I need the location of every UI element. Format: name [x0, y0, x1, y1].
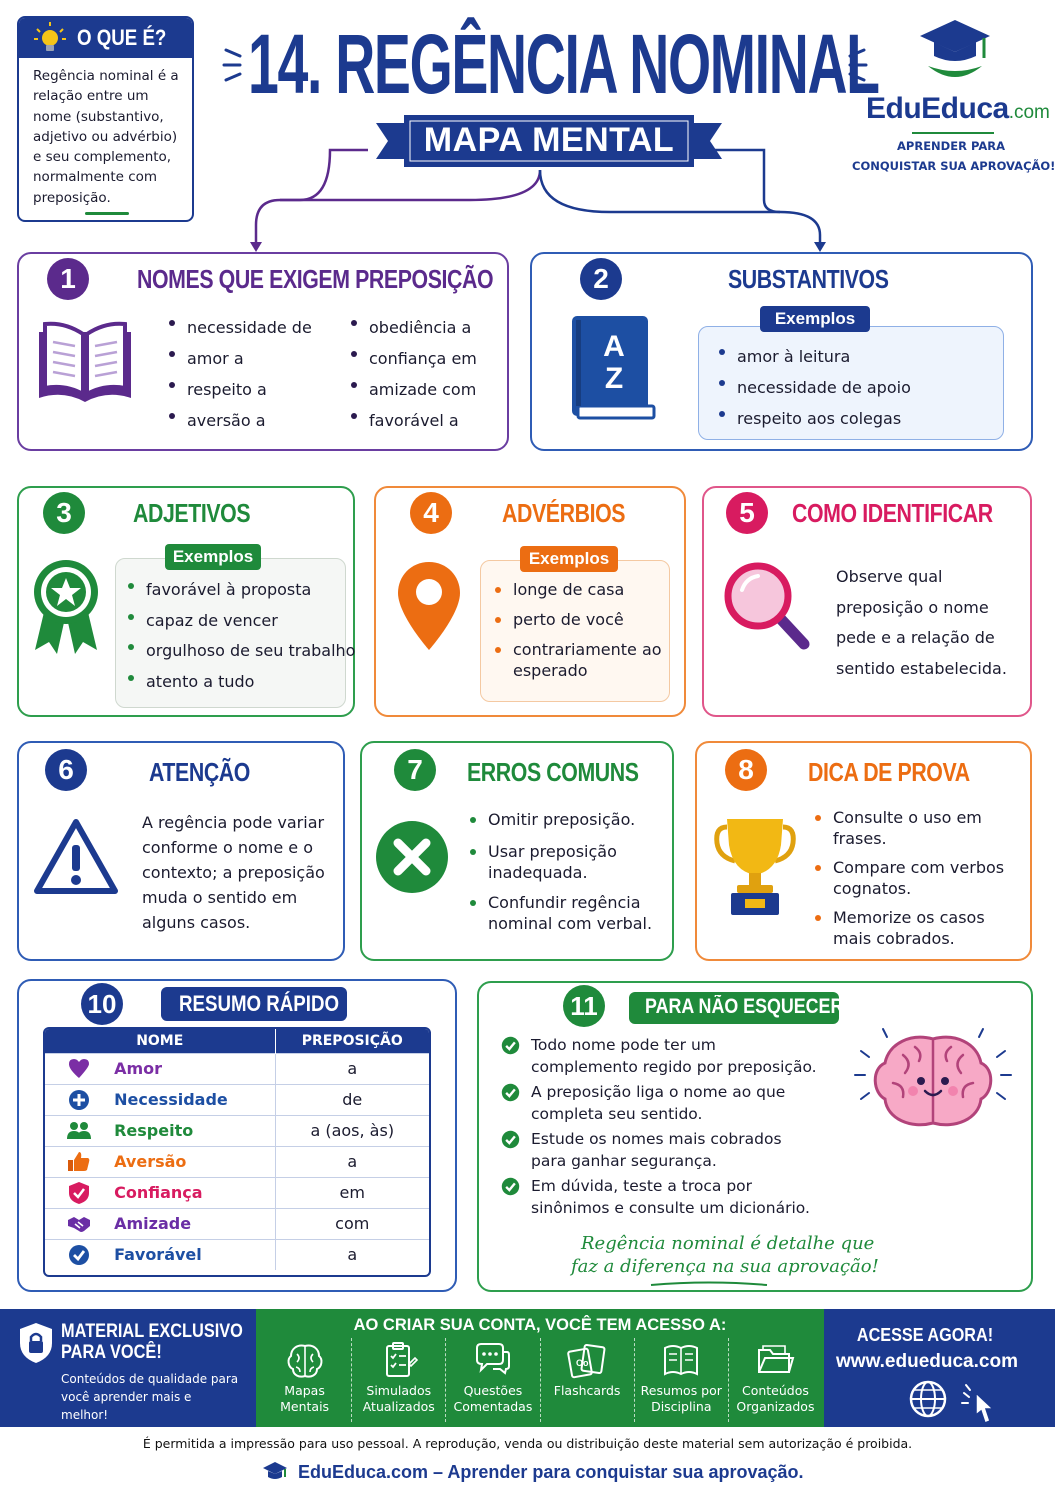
summary-prep: a: [347, 1059, 358, 1078]
table-row: [45, 1239, 429, 1270]
feature-label-2: Atualizados: [362, 1399, 435, 1414]
quote-underline: [649, 1279, 769, 1289]
folder-icon: [754, 1340, 796, 1380]
trophy-icon: [713, 815, 797, 919]
section-5-card: [702, 486, 1032, 717]
what-is-title: O QUE É?: [77, 25, 167, 50]
summary-name-cell: [45, 1146, 275, 1177]
list-item: [501, 1082, 821, 1125]
section-6-title: ATENÇÃO: [149, 757, 250, 787]
summary-name-cell: [45, 1115, 275, 1146]
column-header-prep: PREPOSIÇÃO: [301, 1032, 403, 1049]
list-item: longe de casa: [493, 579, 665, 600]
brand-logo: [866, 92, 1050, 126]
checklist-icon: [378, 1340, 420, 1380]
summary-prep: com: [335, 1214, 370, 1233]
brand-suffix: .com: [1008, 102, 1050, 123]
table-row: [45, 1115, 429, 1146]
dictionary-book-icon: [570, 314, 660, 424]
section-3-list: [126, 575, 355, 697]
table-header: [45, 1029, 429, 1053]
list-item: amizade com: [349, 374, 477, 405]
features-list: [258, 1338, 822, 1422]
check-circle-icon: [501, 1083, 520, 1102]
section-3-card: [17, 486, 355, 717]
brain-icon: [853, 1027, 1013, 1137]
graduation-cap-icon: [918, 16, 992, 86]
list-item: respeito aos colegas: [717, 403, 911, 434]
list-item: obediência a: [349, 312, 477, 343]
check-circle-icon: [501, 1177, 520, 1196]
summary-prep: de: [342, 1090, 363, 1109]
list-item: [501, 1129, 821, 1172]
section-2-card: [530, 252, 1033, 451]
title-accent-right: [844, 42, 868, 88]
section-8-number: 8: [725, 749, 767, 791]
feature-label-2: Comentadas: [453, 1399, 533, 1414]
feature-label-1: Questões: [463, 1383, 523, 1398]
section-3-title: ADJETIVOS: [133, 498, 251, 528]
thumbs-up-icon: [67, 1150, 91, 1174]
list-item: respeito a: [167, 374, 312, 405]
reminder-text: Estude os nomes mais cobrados para ganhar segurança.: [531, 1130, 782, 1170]
section-4-number: 4: [410, 492, 452, 534]
list-item: perto de você: [493, 609, 665, 630]
quote-line-1: Regência nominal é detalhe que: [581, 1233, 875, 1254]
brain-icon: [284, 1340, 326, 1380]
award-ribbon-icon: [31, 558, 101, 658]
summary-name: Amor: [114, 1059, 163, 1078]
feature-label-2: Disciplina: [651, 1399, 712, 1414]
cta-url[interactable]: www.edueduca.com: [836, 1351, 1018, 1372]
error-x-icon: [374, 819, 450, 895]
page-title: 14. REGÊNCIA NOMINAL: [248, 17, 879, 111]
summary-name: Respeito: [114, 1121, 194, 1140]
banner-label: MAPA MENTAL: [423, 121, 675, 159]
feature-label-1: Conteúdos: [741, 1383, 809, 1398]
summary-name-cell: [45, 1208, 275, 1239]
feature-item[interactable]: [258, 1338, 352, 1422]
lock-shield-icon: [18, 1321, 54, 1365]
summary-prep: a: [347, 1245, 358, 1265]
table-row: [45, 1146, 429, 1177]
section-6-text: A regência pode variar conforme o nome e o contexto; a preposição muda o sentido em alguns casos.: [142, 813, 325, 932]
table-row: [45, 1177, 429, 1208]
usage-notice: É permitida a impressão para uso pessoal. A reprodução, venda ou distribuição deste material sem autorização é proibida.: [142, 1436, 913, 1451]
section-6-number: 6: [45, 749, 87, 791]
open-book-icon: [35, 318, 135, 408]
list-item: necessidade de: [167, 312, 312, 343]
summary-name: Necessidade: [114, 1090, 228, 1109]
shield-check-icon: [67, 1181, 91, 1205]
cta-title: ACESSE AGORA!: [856, 1325, 994, 1345]
feature-label-1: Flashcards: [553, 1383, 621, 1398]
summary-prep: a: [347, 1152, 358, 1171]
reminder-text: Todo nome pode ter um complemento regido por preposição.: [531, 1036, 817, 1076]
list-item: necessidade de apoio: [717, 372, 911, 403]
list-item: capaz de vencer: [126, 606, 355, 637]
section-1-list-b: [349, 312, 477, 436]
book-letter-z: Z: [604, 362, 624, 395]
section-11-number: 11: [563, 985, 605, 1027]
feature-item[interactable]: [635, 1338, 729, 1422]
feature-item[interactable]: [352, 1338, 446, 1422]
check-circle-icon: [67, 1243, 91, 1267]
section-10-card: [17, 979, 457, 1292]
section-5-number: 5: [726, 492, 768, 534]
section-8-card: [695, 741, 1032, 961]
section-1-card: [17, 252, 509, 451]
feature-item[interactable]: [729, 1338, 822, 1422]
section-6-card: [17, 741, 345, 961]
section-7-title: ERROS COMUNS: [467, 757, 639, 787]
quote-line-2: faz a diferença na sua aprovação!: [571, 1256, 879, 1277]
section-11-list: [501, 1035, 821, 1223]
section-4-card: [374, 486, 686, 717]
list-item: Compare com verbos cognatos.: [813, 857, 1019, 899]
section-5-title: COMO IDENTIFICAR: [792, 498, 993, 528]
book-icon: [660, 1340, 702, 1380]
section-4-title: ADVÉRBIOS: [502, 498, 626, 528]
summary-name-cell: [45, 1053, 275, 1084]
what-is-text: Regência nominal é a relação entre um nome (substantivo, adjetivo ou advérbio) e seu complemento, normalmente com preposição.: [33, 68, 179, 206]
section-4-list: [493, 579, 665, 681]
section-2-title: SUBSTANTIVOS: [728, 264, 889, 294]
brand-divider: [912, 132, 994, 134]
feature-item[interactable]: [446, 1338, 540, 1422]
reminder-text: Em dúvida, teste a troca por sinônimos e consulte um dicionário.: [531, 1177, 810, 1217]
list-item: atento a tudo: [126, 667, 355, 698]
brand-tagline-2: CONQUISTAR SUA APROVAÇÃO!: [852, 159, 1055, 173]
section-4-examples-box: [480, 560, 670, 702]
section-11-title: PARA NÃO ESQUECER!: [645, 995, 850, 1018]
feature-label-1: Resumos por: [640, 1383, 722, 1398]
column-header-name: NOME: [45, 1029, 275, 1053]
section-5-text: Observe qual preposição o nome pede e a relação de sentido estabelecida.: [836, 567, 1007, 678]
chat-icon: [472, 1340, 514, 1380]
summary-name-cell: [45, 1084, 275, 1115]
handshake-icon: [67, 1212, 91, 1236]
section-3-examples-box: [115, 558, 356, 708]
list-item: orgulhoso de seu trabalho: [126, 636, 355, 667]
feature-item[interactable]: [541, 1338, 635, 1422]
section-10-number: 10: [81, 983, 123, 1025]
summary-table: [45, 1029, 429, 1270]
what-is-header: [19, 18, 192, 58]
section-7-number: 7: [394, 749, 436, 791]
list-item: Omitir preposição.: [468, 809, 664, 830]
summary-name: Amizade: [114, 1214, 192, 1233]
section-8-list: [813, 807, 1019, 949]
map-pin-icon: [396, 560, 462, 654]
check-circle-icon: [501, 1130, 520, 1149]
section-2-examples-box: [698, 326, 1004, 440]
list-item: Confundir regência nominal com verbal.: [468, 892, 664, 934]
exclusive-text: Conteúdos de qualidade para você aprender mais e melhor!: [61, 1372, 239, 1422]
reminder-text: A preposição liga o nome ao que completa seu sentido.: [531, 1083, 786, 1123]
section-1-list-a: [167, 312, 312, 436]
heart-icon: [67, 1057, 91, 1081]
list-item: favorável à proposta: [126, 575, 355, 606]
list-item: confiança em: [349, 343, 477, 374]
what-is-box: [17, 16, 194, 222]
lightbulb-icon: [33, 21, 67, 55]
list-item: [501, 1176, 821, 1219]
list-item: Consulte o uso em frases.: [813, 807, 1019, 849]
divider: [85, 212, 129, 215]
section-2-list: [717, 341, 911, 434]
list-item: amor a: [167, 343, 312, 374]
bottom-tagline: EduEduca.com – Aprender para conquistar sua aprovação.: [298, 1462, 804, 1482]
feature-label-2: Mentais: [280, 1399, 330, 1414]
section-2-tag: Exemplos: [760, 306, 870, 332]
list-item: contrariamente ao esperado: [493, 639, 665, 681]
list-item: Usar preposição inadequada.: [468, 841, 664, 883]
warning-icon: [33, 817, 119, 897]
exclusive-title-1: MATERIAL EXCLUSIVO: [61, 1321, 243, 1342]
feature-label-2: Organizados: [736, 1399, 815, 1414]
people-icon: [67, 1119, 91, 1143]
section-1-number: 1: [47, 258, 89, 300]
summary-name-cell: [45, 1177, 275, 1208]
table-row: [45, 1084, 429, 1115]
section-11-card: [477, 981, 1033, 1292]
summary-prep: em: [339, 1183, 365, 1202]
exclusive-title-2: PARA VOCÊ!: [61, 1342, 162, 1363]
section-8-title: DICA DE PROVA: [808, 757, 970, 787]
summary-name: Aversão: [114, 1152, 187, 1171]
section-2-number: 2: [580, 258, 622, 300]
summary-name-cell: [45, 1239, 275, 1270]
graduation-cap-small-icon: [262, 1461, 288, 1483]
summary-name: Favorável: [114, 1245, 202, 1265]
summary-prep: a (aos, às): [310, 1121, 395, 1140]
magnifier-icon: [722, 560, 812, 652]
brand-name: EduEduca: [866, 92, 1009, 125]
book-letter-a: A: [603, 330, 625, 363]
access-title: AO CRIAR SUA CONTA, VOCÊ TEM ACESSO A:: [353, 1316, 727, 1334]
summary-name: Confiança: [114, 1183, 203, 1202]
check-circle-icon: [501, 1036, 520, 1055]
list-item: aversão a: [167, 405, 312, 436]
table-row: [45, 1208, 429, 1239]
brand-tagline-1: APRENDER PARA: [897, 139, 1005, 153]
section-3-number: 3: [43, 492, 85, 534]
plus-circle-icon: [67, 1088, 91, 1112]
svg-text:Oo: Oo: [576, 1358, 589, 1368]
feature-label-1: Mapas: [284, 1383, 325, 1398]
section-7-list: [468, 809, 664, 934]
list-item: Memorize os casos mais cobrados.: [813, 907, 1019, 949]
section-10-title: RESUMO RÁPIDO: [179, 991, 340, 1016]
section-7-card: [360, 741, 674, 961]
list-item: [501, 1035, 821, 1078]
summary-rows: [45, 1053, 429, 1270]
section-3-tag: Exemplos: [165, 544, 261, 570]
list-item: amor à leitura: [717, 341, 911, 372]
title-accent-left: [222, 42, 246, 88]
table-row: [45, 1053, 429, 1084]
cards-icon: [566, 1340, 608, 1380]
feature-label-1: Simulados: [366, 1383, 432, 1398]
section-4-tag: Exemplos: [520, 546, 618, 572]
globe-cursor-icon[interactable]: [906, 1379, 1006, 1427]
list-item: favorável a: [349, 405, 477, 436]
summary-table-frame: [43, 1027, 431, 1277]
section-1-title: NOMES QUE EXIGEM PREPOSIÇÃO: [137, 264, 494, 294]
